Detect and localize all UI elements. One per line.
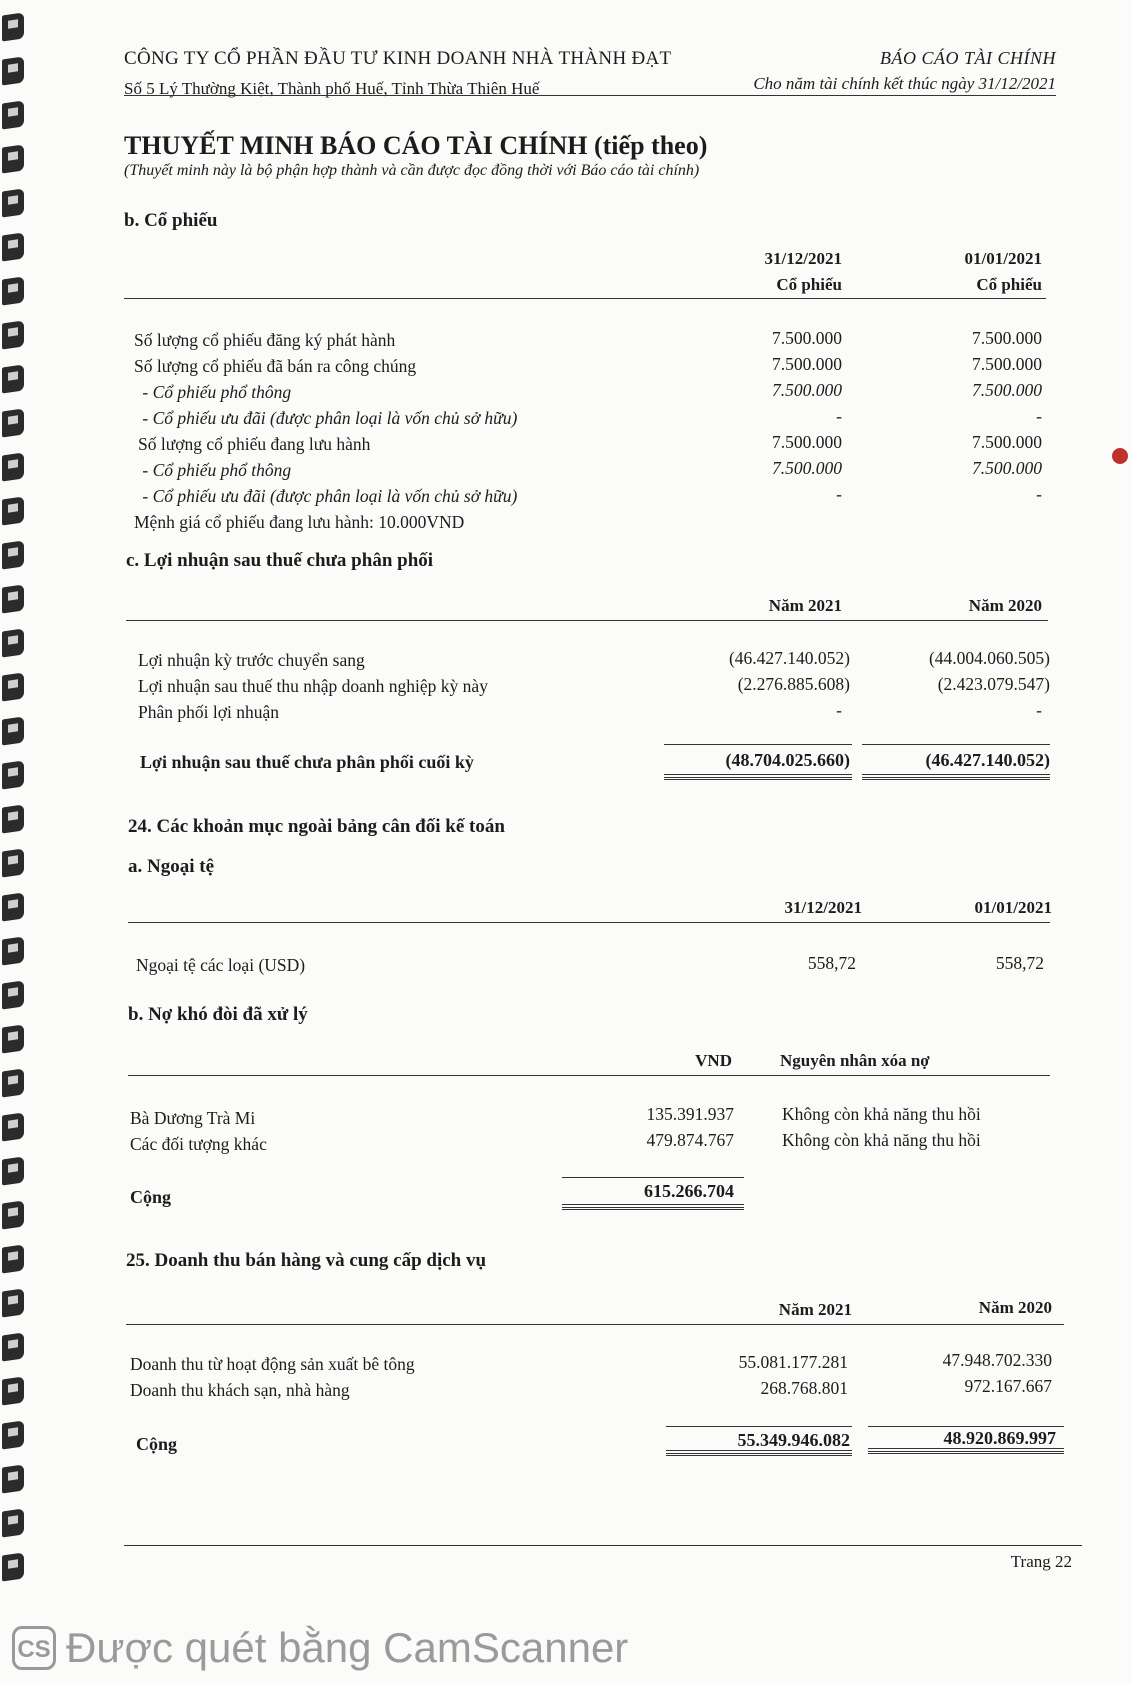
table-cell: 7.500.000 xyxy=(972,380,1042,400)
table-cell: (2.423.079.547) xyxy=(937,674,1050,694)
table-cell: (46.427.140.052) xyxy=(728,648,850,668)
total-label: Cộng xyxy=(130,1187,172,1207)
table-row-label: Phân phối lợi nhuận xyxy=(138,702,279,722)
company-name: CÔNG TY CỔ PHẦN ĐẦU TƯ KINH DOANH NHÀ THÀNH ĐẠT xyxy=(124,48,672,69)
table-cell: - xyxy=(836,484,842,504)
table-cell: - xyxy=(836,406,842,426)
column-header: Nguyên nhân xóa nợ xyxy=(780,1051,930,1070)
total-double-rule xyxy=(868,1448,1064,1454)
table-cell-reason: Không còn khả năng thu hồi xyxy=(782,1104,981,1124)
stamp-mark xyxy=(1112,448,1128,464)
total-rule xyxy=(562,1177,744,1178)
column-date: 31/12/2021 xyxy=(764,249,842,268)
column-header: Năm 2020 xyxy=(978,1298,1052,1317)
total-label: Lợi nhuận sau thuế chưa phân phối cuối kỳ xyxy=(140,752,474,772)
table-cell: 55.081.177.281 xyxy=(738,1352,848,1372)
table-cell: - xyxy=(1036,484,1042,504)
report-period: Cho năm tài chính kết thúc ngày 31/12/2021 xyxy=(753,74,1056,93)
table-cell: 7.500.000 xyxy=(972,432,1042,452)
total-double-rule xyxy=(862,774,1050,780)
subsection-heading-bad-debt: b. Nợ khó đòi đã xử lý xyxy=(128,1004,308,1025)
table-divider xyxy=(128,1075,1050,1076)
total-rule xyxy=(862,744,1050,745)
table-cell: 558,72 xyxy=(807,953,856,973)
table-row-label: - Cổ phiếu phổ thông xyxy=(138,382,292,402)
column-header xyxy=(900,246,1042,298)
table-cell: 47.948.702.330 xyxy=(942,1350,1052,1370)
spiral-binding xyxy=(0,0,34,1650)
total-value: (48.704.025.660) xyxy=(725,750,850,770)
total-double-rule xyxy=(562,1204,744,1210)
camscanner-watermark: Được quét bằng CamScanner xyxy=(66,1624,629,1671)
table-cell: 7.500.000 xyxy=(972,458,1042,478)
total-rule xyxy=(868,1426,1064,1427)
section-heading-revenue: 25. Doanh thu bán hàng và cung cấp dịch vụ xyxy=(126,1250,487,1271)
total-value: (46.427.140.052) xyxy=(925,750,1050,770)
table-cell: (44.004.060.505) xyxy=(928,648,1050,668)
table-row-label: Số lượng cổ phiếu đăng ký phát hành xyxy=(134,330,396,350)
company-address: Số 5 Lý Thường Kiệt, Thành phố Huế, Tỉnh Thừa Thiên Huế xyxy=(124,79,540,98)
total-double-rule xyxy=(666,1450,852,1456)
total-rule xyxy=(664,744,852,745)
table-row-label: Doanh thu từ hoạt động sản xuất bê tông xyxy=(130,1354,415,1374)
footer-divider xyxy=(124,1545,1082,1546)
section-heading-shares: b. Cổ phiếu xyxy=(124,210,218,231)
table-row-label: Các đối tượng khác xyxy=(130,1134,267,1154)
total-rule xyxy=(666,1426,852,1427)
column-unit: Cổ phiếu xyxy=(976,275,1042,294)
column-header: Năm 2020 xyxy=(968,596,1042,615)
table-cell: 135.391.937 xyxy=(646,1104,734,1124)
table-cell: - xyxy=(1036,406,1042,426)
table-divider xyxy=(128,922,1050,923)
column-header: Năm 2021 xyxy=(768,596,842,615)
table-divider xyxy=(126,620,1048,621)
total-value: 48.920.869.997 xyxy=(943,1428,1056,1448)
table-cell: 972.167.667 xyxy=(964,1376,1052,1396)
table-cell: 7.500.000 xyxy=(772,458,842,478)
table-cell: 7.500.000 xyxy=(772,354,842,374)
column-header: VND xyxy=(695,1051,732,1070)
table-row-label: - Cổ phiếu phổ thông xyxy=(138,460,292,480)
column-header: 01/01/2021 xyxy=(974,898,1052,917)
table-cell: 7.500.000 xyxy=(772,380,842,400)
column-header: 31/12/2021 xyxy=(784,898,862,917)
total-value: 55.349.946.082 xyxy=(737,1430,850,1450)
column-header xyxy=(700,246,842,298)
table-cell: 7.500.000 xyxy=(772,432,842,452)
total-value: 615.266.704 xyxy=(644,1181,734,1201)
table-row-label: Ngoại tệ các loại (USD) xyxy=(136,955,306,975)
page-title: THUYẾT MINH BÁO CÁO TÀI CHÍNH (tiếp theo) xyxy=(124,131,708,160)
table-divider xyxy=(124,298,1046,299)
subsection-heading-fx: a. Ngoại tệ xyxy=(128,856,215,877)
table-cell: - xyxy=(1036,700,1042,720)
report-title: BÁO CÁO TÀI CHÍNH xyxy=(880,48,1056,68)
total-double-rule xyxy=(664,774,852,780)
page-note: (Thuyết minh này là bộ phận hợp thành và cần được đọc đồng thời với Báo cáo tài chính) xyxy=(124,162,700,179)
section-heading-retained: c. Lợi nhuận sau thuế chưa phân phối xyxy=(126,550,434,571)
table-row-label: Số lượng cổ phiếu đã bán ra công chúng xyxy=(134,356,417,376)
table-cell-reason: Không còn khả năng thu hồi xyxy=(782,1130,981,1150)
page-number: Trang 22 xyxy=(1010,1552,1072,1571)
camscanner-logo: CS xyxy=(12,1626,56,1670)
table-cell: 479.874.767 xyxy=(646,1130,734,1150)
table-row-label: Số lượng cổ phiếu đang lưu hành xyxy=(138,434,371,454)
total-label: Cộng xyxy=(136,1434,178,1454)
table-cell: 7.500.000 xyxy=(772,328,842,348)
table-cell: 7.500.000 xyxy=(972,354,1042,374)
column-date: 01/01/2021 xyxy=(964,249,1042,268)
table-divider xyxy=(126,1324,1064,1325)
table-cell: - xyxy=(836,700,842,720)
table-row-label: Bà Dương Trà Mi xyxy=(130,1108,256,1128)
table-row-label: Doanh thu khách sạn, nhà hàng xyxy=(130,1380,350,1400)
table-row-label: Lợi nhuận sau thuế thu nhập doanh nghiệp kỳ này xyxy=(138,676,488,696)
table-cell: 268.768.801 xyxy=(760,1378,848,1398)
column-unit: Cổ phiếu xyxy=(776,275,842,294)
par-value-note: Mệnh giá cổ phiếu đang lưu hành: 10.000VND xyxy=(134,512,465,532)
table-row-label: - Cổ phiếu ưu đãi (được phân loại là vốn chủ sở hữu) xyxy=(138,408,518,428)
section-heading-offbalance: 24. Các khoản mục ngoài bảng cân đối kế toán xyxy=(128,816,505,837)
table-row-label: - Cổ phiếu ưu đãi (được phân loại là vốn chủ sở hữu) xyxy=(138,486,518,506)
column-header: Năm 2021 xyxy=(778,1300,852,1319)
table-cell: 7.500.000 xyxy=(972,328,1042,348)
table-cell: (2.276.885.608) xyxy=(737,674,850,694)
table-row-label: Lợi nhuận kỳ trước chuyển sang xyxy=(138,650,365,670)
table-cell: 558,72 xyxy=(995,953,1044,973)
header-divider xyxy=(124,95,1056,96)
